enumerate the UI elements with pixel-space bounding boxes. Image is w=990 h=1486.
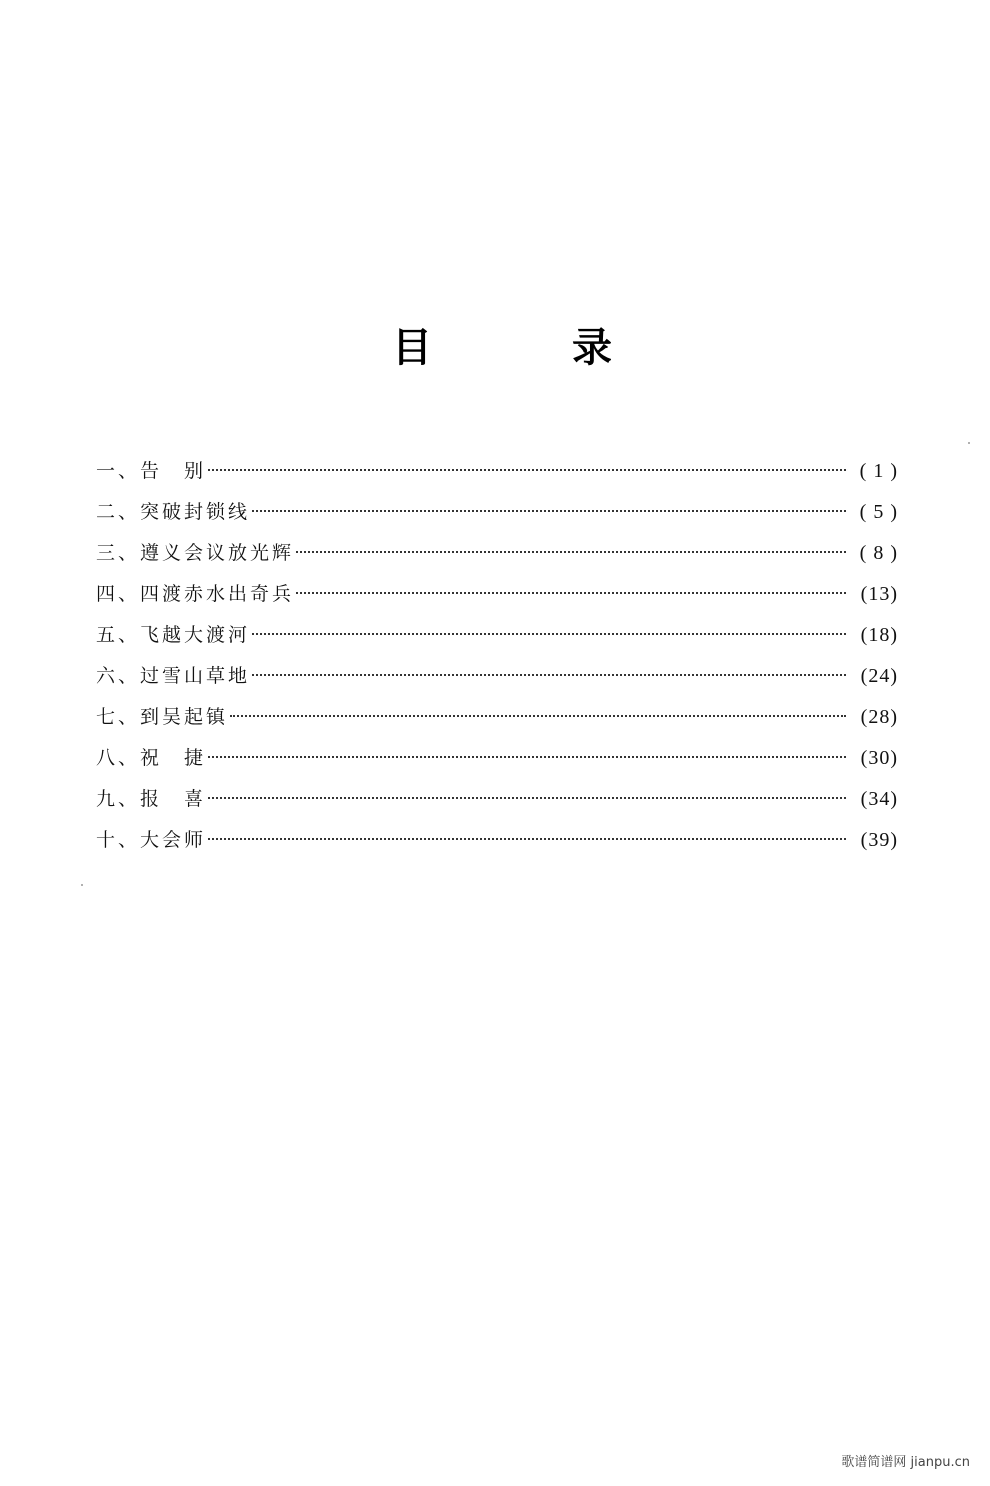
toc-entry-title: 十、大会师 (96, 829, 207, 851)
scan-speck (968, 442, 970, 444)
scan-speck (81, 884, 83, 886)
page-title-char-1: 目 (392, 325, 432, 371)
dot-leader (230, 715, 846, 717)
toc-entry-3[interactable] (96, 538, 898, 579)
toc-entry-9[interactable] (96, 784, 898, 825)
toc-entry-title: 二、突破封锁线 (96, 501, 251, 523)
toc-entry-10[interactable] (96, 825, 898, 866)
page-title-char-2: 录 (572, 325, 612, 371)
toc-entry-title: 三、遵义会议放光辉 (96, 542, 295, 564)
toc-entry-7[interactable] (96, 702, 898, 743)
toc-entry-1[interactable] (96, 456, 898, 497)
toc-entry-page: (30) (860, 747, 898, 769)
dot-leader (252, 633, 846, 635)
dot-leader (252, 510, 846, 512)
dot-leader (296, 551, 846, 553)
toc-entry-title: 四、四渡赤水出奇兵 (96, 583, 295, 605)
toc-entry-title: 八、祝 捷 (96, 747, 207, 769)
toc-entry-page: ( 8 ) (859, 542, 898, 564)
toc-entry-title: 九、报 喜 (96, 788, 207, 810)
toc-entry-6[interactable] (96, 661, 898, 702)
toc-entry-title: 六、过雪山草地 (96, 665, 251, 687)
dot-leader (296, 592, 846, 594)
dot-leader (252, 674, 846, 676)
toc-entry-title: 一、告 别 (96, 460, 207, 482)
toc-entry-5[interactable] (96, 620, 898, 661)
toc-entry-8[interactable] (96, 743, 898, 784)
site-watermark: 歌谱简谱网 jianpu.cn (841, 1455, 970, 1470)
toc-entry-page: (28) (860, 706, 898, 728)
dot-leader (208, 469, 846, 471)
toc-entry-page: (18) (860, 624, 898, 646)
toc-entry-title: 五、飞越大渡河 (96, 624, 251, 646)
dot-leader (208, 756, 846, 758)
toc-entry-page: (24) (860, 665, 898, 687)
dot-leader (208, 797, 846, 799)
toc-entry-page: (34) (860, 788, 898, 810)
dot-leader (208, 838, 846, 840)
toc-entry-page: (13) (860, 583, 898, 605)
toc-entry-title: 七、到吴起镇 (96, 706, 229, 728)
toc-entry-page: ( 1 ) (859, 460, 898, 482)
toc-entry-2[interactable] (96, 497, 898, 538)
table-of-contents (96, 456, 898, 866)
toc-entry-4[interactable] (96, 579, 898, 620)
page-title (0, 326, 990, 376)
toc-entry-page: (39) (860, 829, 898, 851)
toc-entry-page: ( 5 ) (859, 501, 898, 523)
